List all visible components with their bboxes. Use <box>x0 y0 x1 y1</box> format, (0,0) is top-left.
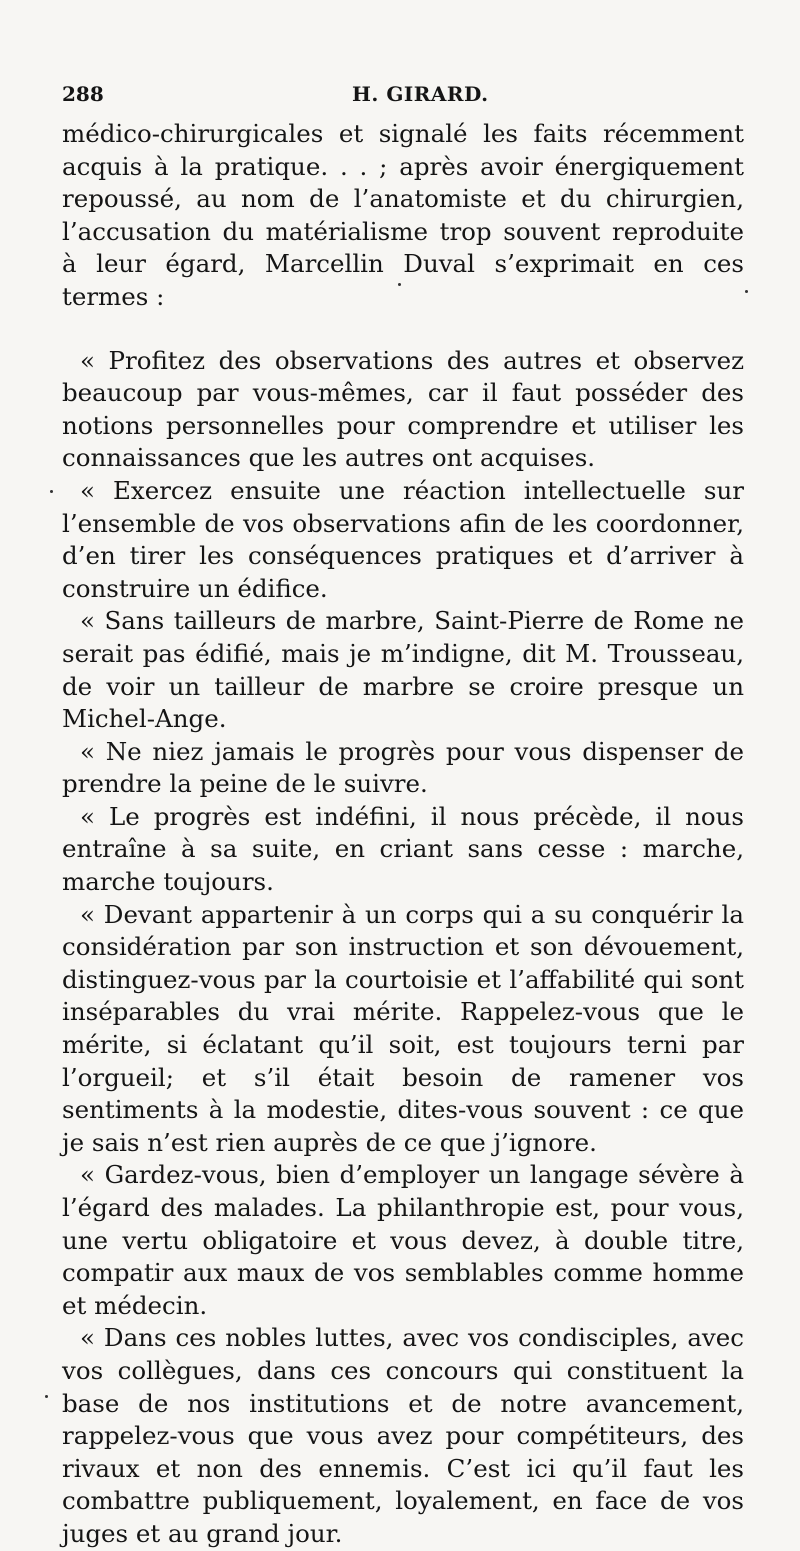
paragraph-quote: « Ne niez jamais le progrès pour vous dispenser de prendre la peine de le suivre. <box>62 736 744 799</box>
paragraph-quote: « Le progrès est indéfini, il nous précède, il nous entraîne à sa suite, en criant sans cesse : marche, marche toujours. <box>62 801 744 897</box>
paper-speck <box>50 490 53 493</box>
paragraph-quote: « Sans tailleurs de marbre, Saint-Pierre de Rome ne serait pas édifié, mais je m’indigne, dit M. Trousseau, de voir un tailleur de marbre se croire presque un Michel-Ange. <box>62 606 744 734</box>
paragraph-quote: « Dans ces nobles luttes, avec vos condisciples, avec vos collègues, dans ces concours qui constituent la base de nos institutions et de notre avancement, rappelez-vous que vous avez pour compétiteurs, des rivaux et non des ennemis. C’est ici qu’il faut les combattre publiquement, loyalement, en face de vos juges et au grand jour. <box>62 1323 744 1548</box>
paragraph-intro: médico-chirurgicales et signalé les faits récemment acquis à la pratique. . . ; après avoir énergiquement repoussé, au nom de l’anatomiste et du chirurgien, l’accusation du matérialisme trop souvent reproduite à leur égard, Marcellin Duval s’exprimait en ces termes : <box>62 119 744 311</box>
body-text <box>62 118 744 1551</box>
paragraph-quote: « Devant appartenir à un corps qui a su conquérir la considération par son instruction et son dévouement, distinguez-vous par la courtoisie et l’affabilité qui sont inséparables du vrai mérite. Rappelez-vous que le mérite, si éclatant qu’il soit, est toujours terni par l’orgueil; et s’il était besoin de ramener vos sentiments à la modestie, dites-vous souvent : ce que je sais n’est rien auprès de ce que j’ignore. <box>62 899 744 1157</box>
paragraph-quote: « Profitez des observations des autres et observez beaucoup par vous-mêmes, car il faut posséder des notions personnelles pour comprendre et utiliser les connaissances que les autres ont acquises. <box>62 345 744 473</box>
page-header <box>62 82 742 114</box>
paragraph-quote: « Gardez-vous, bien d’employer un langage sévère à l’égard des malades. La philanthropie est, pour vous, une vertu obligatoire et vous devez, à double titre, compatir aux maux de vos semblables comme homme et médecin. <box>62 1160 744 1320</box>
paragraph-gap <box>62 314 744 345</box>
paragraph-quote: « Exercez ensuite une réaction intellectuelle sur l’ensemble de vos observations afin de les coordonner, d’en tirer les conséquences pratiques et d’arriver à construire un édifice. <box>62 475 744 603</box>
paper-speck <box>398 283 401 286</box>
running-head: H. GIRARD. <box>352 82 489 106</box>
paper-speck <box>45 1395 48 1398</box>
paper-speck <box>745 290 748 293</box>
page-number: 288 <box>62 82 104 106</box>
